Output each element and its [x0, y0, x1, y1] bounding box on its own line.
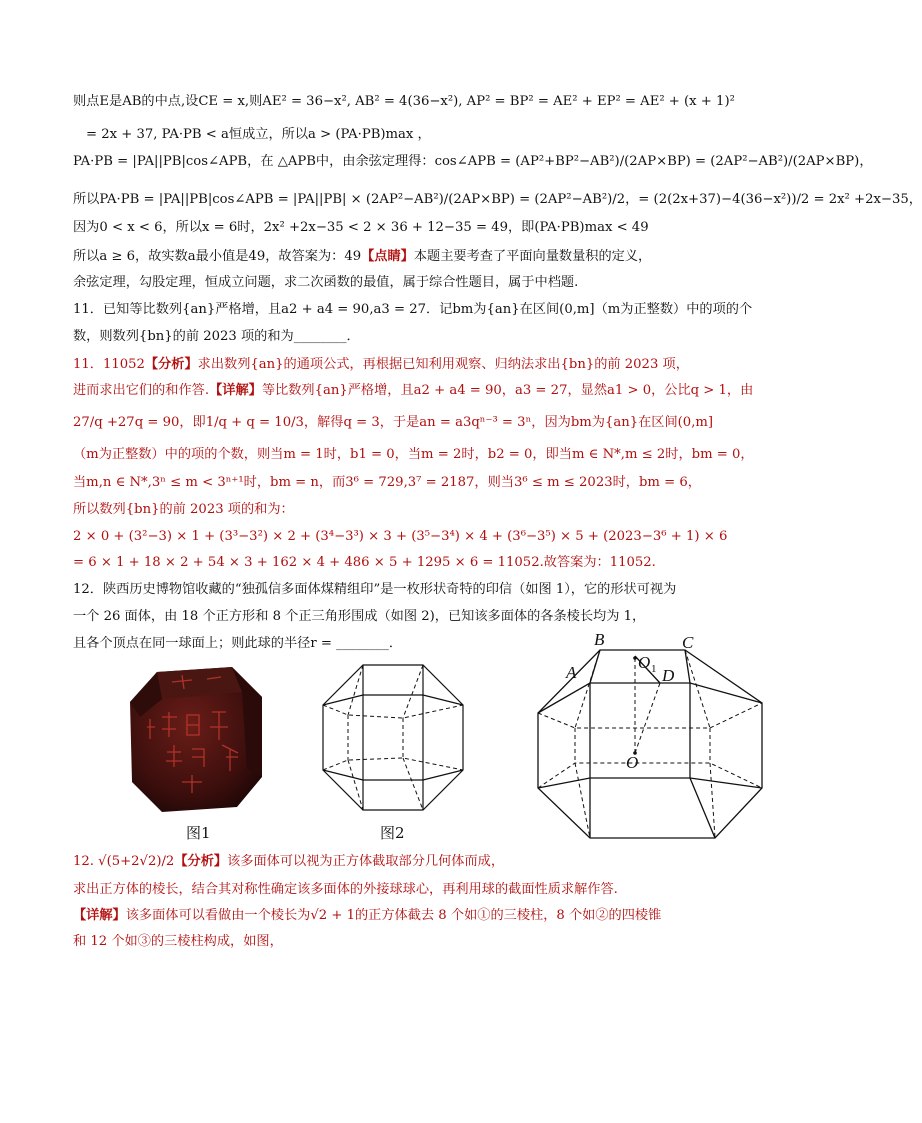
answer-12-line — [73, 906, 764, 926]
answer-12-line: 求出正方体的棱长，结合其对称性确定该多面体的外接球球心，再利用球的截面性质求解作答. — [73, 882, 618, 897]
answer-12-line — [73, 852, 764, 872]
text-line: = 2x + 37, PA·PB < a恒成立，所以a > (PA·PB)max ， — [86, 127, 431, 142]
text-line: 因为0 < x < 6，所以x = 6时，2x² +2x−35 < 2 × 36 + 12−35 = 49，即(PA·PB)max < 49 — [73, 220, 649, 235]
question-11-line: 数，则数列{bn}的前 2023 项的和为________． — [73, 329, 360, 344]
figure-1-caption: 图1 — [186, 824, 211, 842]
text-line: PA·PB = |PA||PB|cos∠APB，在 △APB中，由余弦定理得：cos∠APB = (AP²+BP²−AB²)/(2AP×BP) = (2AP²−AB²)/(2AP×BP)， — [73, 154, 873, 169]
answer-11-line: 27/q +27q = 90，即1/q + q = 10/3，解得q = 3，于是an = a3qⁿ⁻³ = 3ⁿ，因为bm为{an}在区间(0,m] — [73, 415, 714, 430]
question-12-line: 且各个顶点在同一球面上；则此球的半径r = ________． — [73, 636, 403, 651]
analysis-tag: 【分析】 — [174, 854, 228, 869]
answer-11-line: 当m,n ∈ N*,3ⁿ ≤ m < 3ⁿ⁺¹时，bm = n，而3⁶ = 729,3⁷ = 2187，则当3⁶ ≤ m ≤ 2023时，bm = 6， — [73, 475, 701, 490]
seal-photo-image — [122, 657, 272, 822]
remark-tag: 【点睛】 — [361, 249, 414, 264]
point-label-c: C — [682, 633, 694, 652]
point-label-o1-subscript: 1 — [651, 663, 657, 675]
point-label-o: O — [626, 753, 639, 772]
answer-text: 所以a ≥ 6，故实数a最小值是49，故答案为：49 — [73, 249, 362, 264]
text-line: 所以PA·PB = |PA||PB|cos∠APB = |PA||PB| × (2AP²−AB²)/(2AP×BP) = (2AP²−AB²)/2，= (2(2x+37)−4(36−x²))/2 = 2x² +2x−35， — [73, 192, 922, 207]
answer-number: 11．11052 — [73, 357, 145, 372]
figure-2-caption: 图2 — [380, 824, 405, 842]
answer-value: 12. √(5+2√2)/2 — [73, 854, 175, 869]
analysis-text: 该多面体可以视为正方体截取部分几何体而成， — [227, 854, 505, 869]
answer-11-line — [73, 355, 764, 375]
answer-11-line: 所以数列{bn}的前 2023 项的和为： — [73, 502, 294, 517]
detail-text: 该多面体可以看做由一个棱长为√2 + 1的正方体截去 8 个如①的三棱柱，8 个如②的四棱锥 — [125, 908, 662, 923]
point-label-b: B — [594, 630, 605, 649]
text-line: 则点E是AB的中点,设CE = x,则AE² = 36−x², AB² = 4(36−x²), AP² = BP² = AE² + EP² = AE² + (x + 1)² — [73, 94, 735, 109]
point-label-o1: O — [638, 653, 651, 672]
text-line — [73, 247, 764, 267]
remark-text: 本题主要考查了平面向量数量积的定义， — [413, 249, 652, 264]
text-line: 余弦定理，勾股定理，恒成立问题，求二次函数的最值，属于综合性题目，属于中档题. — [73, 275, 579, 290]
point-label-d: D — [662, 666, 675, 685]
detail-tag: 【详解】 — [73, 908, 126, 923]
point-label-a: A — [566, 663, 577, 682]
question-11-line: 11．已知等比数列{an}严格增，且a2 + a4 = 90,a3 = 27．记bm为{an}在区间(0,m]（m为正整数）中的项的个 — [73, 302, 753, 317]
question-12-line: 一个 26 面体，由 18 个正方形和 8 个正三角形围成（如图 2)，已知该多面体的各条棱长均为 1， — [73, 609, 646, 624]
polyhedron-diagram — [318, 660, 468, 820]
answer-12-line: 和 12 个如③的三棱柱构成，如图， — [73, 934, 283, 949]
answer-11-line: = 6 × 1 + 18 × 2 + 54 × 3 + 162 × 4 + 486 × 5 + 1295 × 6 = 11052.故答案为：11052. — [73, 555, 656, 570]
analysis-text: 求出数列{an}的通项公式，再根据已知利用观察、归纳法求出{bn}的前 2023 项， — [197, 357, 689, 372]
answer-11-line: （m为正整数）中的项的个数，则当m = 1时，b1 = 0，当m = 2时，b2 = 0，即当m ∈ N*,m ≤ 2时，bm = 0， — [73, 447, 754, 462]
detail-tag: 【详解】 — [209, 383, 262, 398]
polyhedron-sphere-diagram — [530, 628, 770, 848]
detail-text: 等比数列{an}严格增，且a2 + a4 = 90，a3 = 27，显然a1 > 0，公比q > 1，由 — [261, 383, 754, 398]
question-12-line: 12．陕西历史博物馆收藏的“独孤信多面体煤精组印”是一枚形状奇特的印信（如图 1），它的形状可视为 — [73, 582, 677, 597]
analysis-text: 进而求出它们的和作答. — [73, 383, 210, 398]
analysis-tag: 【分析】 — [144, 357, 198, 372]
answer-11-line — [73, 381, 764, 401]
answer-11-line: 2 × 0 + (3²−3) × 1 + (3³−3²) × 2 + (3⁴−3³) × 3 + (3⁵−3⁴) × 4 + (3⁶−3⁵) × 5 + (2023−3⁶ + 1) × 6 — [73, 529, 728, 544]
